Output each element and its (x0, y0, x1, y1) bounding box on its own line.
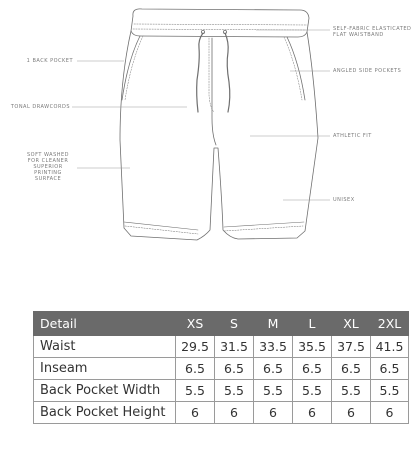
table-cell: 5.5 (176, 380, 215, 402)
table-cell: 37.5 (332, 336, 371, 358)
table-cell: 6 (332, 402, 371, 424)
table-cell: 6 (371, 402, 409, 424)
callout-self-fabric-waistband: SELF-FABRIC ELASTICATED FLAT WAISTBAND (333, 26, 412, 38)
callout-soft-washed: SOFT WASHED FOR CLEANER SUPERIOR PRINTING SURFACE (26, 152, 70, 182)
table-cell: 6 (293, 402, 332, 424)
header-size-m: M (254, 312, 293, 336)
header-size-2xl: 2XL (371, 312, 409, 336)
header-size-l: L (293, 312, 332, 336)
table-row (34, 380, 409, 402)
callout-angled-side-pockets: ANGLED SIDE POCKETS (333, 68, 402, 74)
callout-back-pocket: 1 BACK POCKET (26, 58, 73, 64)
table-cell: 5.5 (215, 380, 254, 402)
callout-tonal-drawcords: TONAL DRAWCORDS (10, 104, 70, 110)
table-cell: 5.5 (332, 380, 371, 402)
drawcord-left (197, 33, 203, 112)
table-cell: 6.5 (215, 358, 254, 380)
row-label: Inseam (34, 358, 176, 380)
table-cell: 5.5 (293, 380, 332, 402)
header-size-s: S (215, 312, 254, 336)
table-cell: 41.5 (371, 336, 409, 358)
header-detail: Detail (34, 312, 176, 336)
table-cell: 6.5 (254, 358, 293, 380)
table-cell: 31.5 (215, 336, 254, 358)
table-cell: 5.5 (254, 380, 293, 402)
row-label: Waist (34, 336, 176, 358)
table-row (34, 402, 409, 424)
table-cell: 6 (254, 402, 293, 424)
table-cell: 33.5 (254, 336, 293, 358)
header-size-xl: XL (332, 312, 371, 336)
right-side-pocket (287, 37, 305, 100)
table-cell: 35.5 (293, 336, 332, 358)
callout-athletic-fit: ATHLETIC FIT (333, 133, 372, 139)
table-cell: 6.5 (293, 358, 332, 380)
table-cell: 6 (215, 402, 254, 424)
size-chart-table (33, 311, 409, 424)
table-row (34, 358, 409, 380)
table-row (34, 336, 409, 358)
header-size-xs: XS (176, 312, 215, 336)
drawcord-right (225, 33, 230, 112)
table-cell: 6.5 (371, 358, 409, 380)
table-cell: 6.5 (332, 358, 371, 380)
row-label: Back Pocket Height (34, 402, 176, 424)
callout-unisex: UNISEX (333, 197, 355, 203)
table-cell: 5.5 (371, 380, 409, 402)
table-cell: 29.5 (176, 336, 215, 358)
shorts-body (120, 31, 318, 240)
table-cell: 6.5 (176, 358, 215, 380)
waistband (131, 9, 309, 37)
table-cell: 6 (176, 402, 215, 424)
row-label: Back Pocket Width (34, 380, 176, 402)
table-header-row (34, 312, 409, 336)
